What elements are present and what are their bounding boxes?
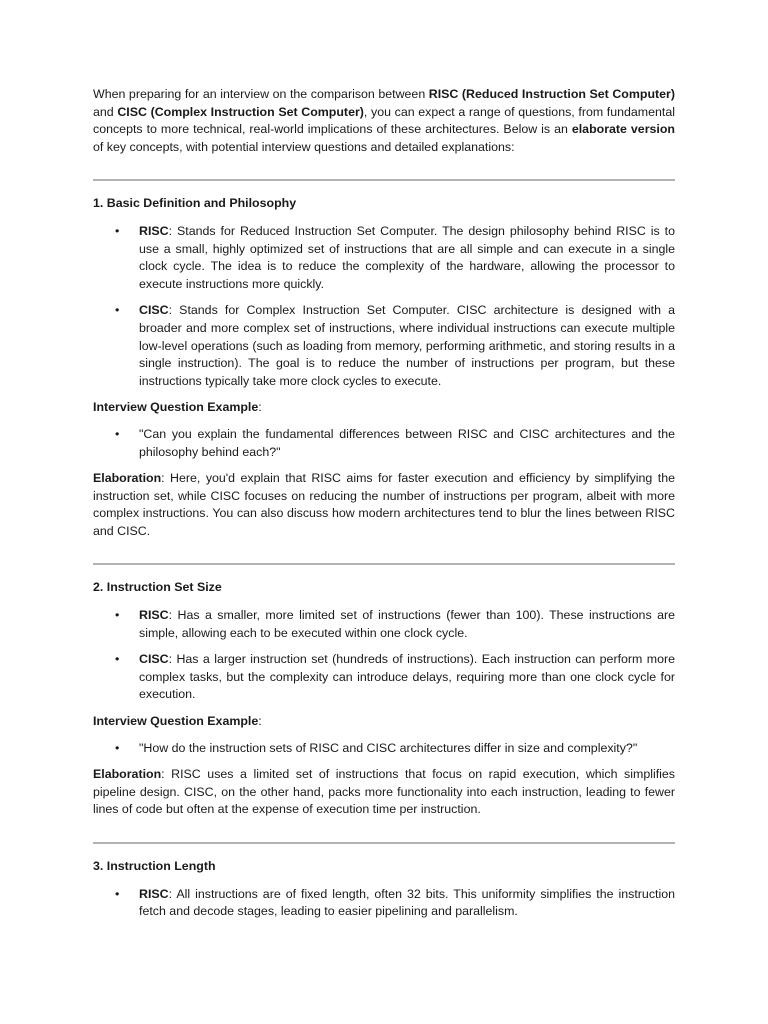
list-item: • CISC: Stands for Complex Instruction Set Computer. CISC architecture is designed with a broader and more complex set of instructions, where individual instructions can execute multiple low-level operations (such as loading from memory, performing arithmetic, and storing results in a single instruction). The goal is to reduce the number of instructions per program, but these instructions typically take more clock cycles to execute. bbox=[115, 303, 675, 388]
section-divider bbox=[93, 842, 675, 844]
bullet-icon: • bbox=[115, 652, 120, 667]
section-heading: 2. Instruction Set Size bbox=[93, 580, 222, 595]
elaboration-paragraph: Elaboration: RISC uses a limited set of instructions that focus on rapid execution, which simplifies pipeline design. CISC, on the other hand, packs more functionality into each instruction, leading to fewer lines of code but often at the expense of execution time per instruction. bbox=[93, 767, 675, 817]
elaboration-paragraph: Elaboration: Here, you'd explain that RISC aims for faster execution and efficiency by simplifying the instruction set, while CISC focuses on reducing the number of instructions per program, albeit with more complex instructions. You can also discuss how modern architectures tend to blur the lines between RISC and CISC. bbox=[93, 471, 675, 538]
section-heading: 3. Instruction Length bbox=[93, 859, 216, 873]
list-item: • "Can you explain the fundamental differences between RISC and CISC architectures and the philosophy behind each?" bbox=[115, 426, 675, 459]
list-item: • RISC: Stands for Reduced Instruction Set Computer. The design philosophy behind RISC is to use a small, highly optimized set of instructions that are all simple and can execute in a single clock cycle. The idea is to reduce the complexity of the hardware, allowing the processor to execute instructions more quickly. bbox=[115, 223, 675, 291]
document-body bbox=[93, 86, 675, 930]
intro-paragraph: When preparing for an interview on the comparison between RISC (Reduced Instruction Set Computer) and CISC (Complex Instruction Set Computer), you can expect a range of questions, from fundamental concepts to more technical, real-world implications of these architectures. Below is an elaborate version of key concepts, with potential interview questions and detailed explanations: bbox=[93, 87, 675, 154]
interview-question-label: Interview Question Example: bbox=[93, 400, 262, 415]
section-divider bbox=[93, 179, 675, 181]
bullet-icon: • bbox=[115, 740, 120, 755]
question-list bbox=[93, 740, 675, 758]
section-heading: 1. Basic Definition and Philosophy bbox=[93, 196, 297, 211]
section-divider bbox=[93, 563, 675, 565]
bullet-icon: • bbox=[115, 303, 120, 318]
interview-question-label: Interview Question Example: bbox=[93, 714, 262, 729]
list-item: • CISC: Has a larger instruction set (hundreds of instructions). Each instruction can perform more complex tasks, but the complexity can introduce delays, requiring more than one clock cycle for execution. bbox=[115, 652, 675, 702]
bullet-icon: • bbox=[115, 886, 120, 901]
list-item: • RISC: All instructions are of fixed length, often 32 bits. This uniformity simplifies the instruction fetch and decode stages, leading to easier pipelining and parallelism. bbox=[115, 886, 675, 919]
list-item: • "How do the instruction sets of RISC and CISC architectures differ in size and complexity?" bbox=[93, 740, 675, 758]
bullet-icon: • bbox=[115, 608, 120, 623]
bullet-icon: • bbox=[115, 223, 120, 238]
list-item: • RISC: Has a smaller, more limited set of instructions (fewer than 100). These instructions are simple, allowing each to be executed within one clock cycle. bbox=[115, 608, 675, 640]
bullet-list bbox=[93, 223, 675, 390]
bullet-list bbox=[93, 886, 675, 921]
bullet-list bbox=[93, 607, 675, 704]
bullet-icon: • bbox=[115, 426, 120, 441]
question-list bbox=[93, 426, 675, 461]
